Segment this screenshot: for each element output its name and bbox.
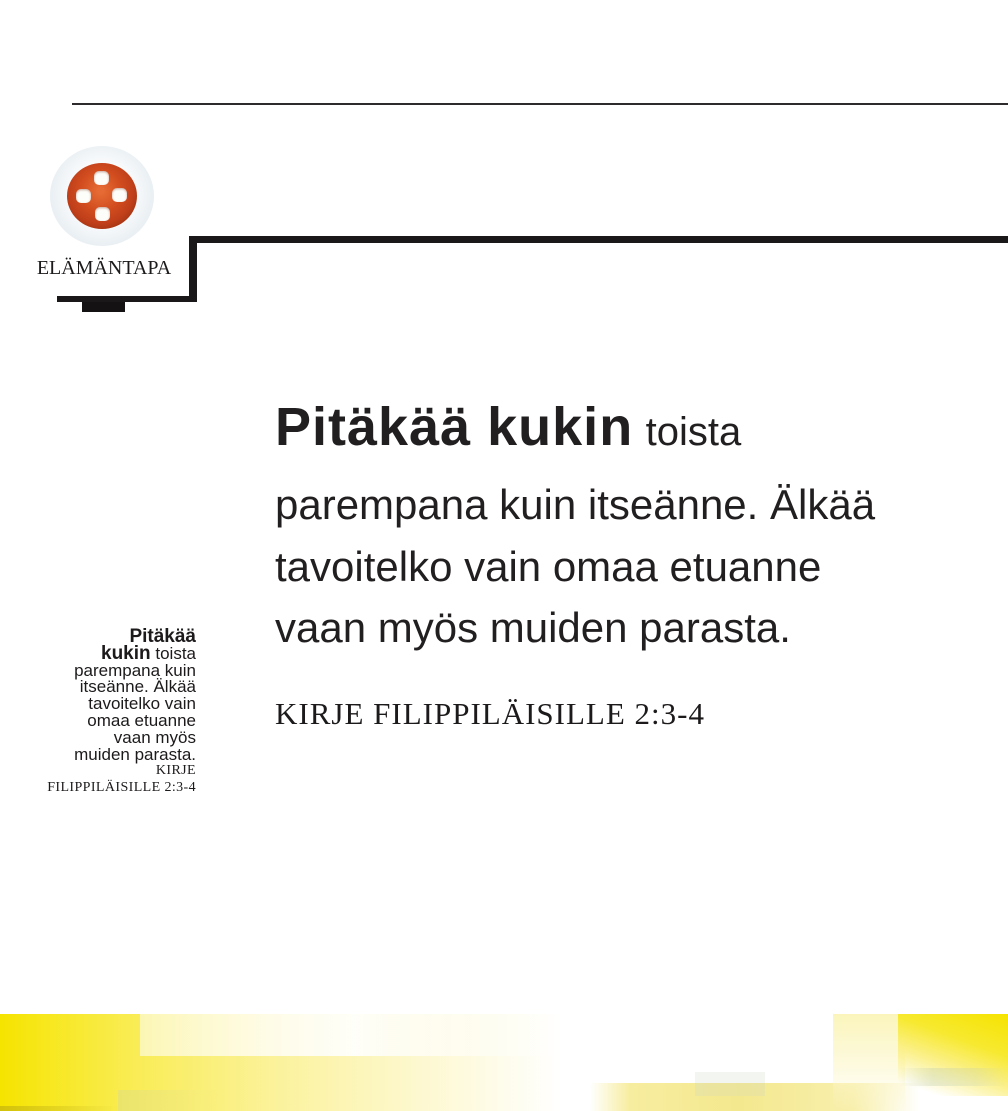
brand-label: ELÄMÄNTAPA <box>36 257 172 279</box>
button-hole-icon <box>95 207 110 221</box>
frame-tab <box>82 302 125 312</box>
margin-note-line: omaa etuanne <box>87 710 196 730</box>
frame-bottom-rule <box>57 296 197 302</box>
button-hole-icon <box>112 188 127 202</box>
margin-note-line: vaan myös <box>113 727 196 747</box>
band-right-streak <box>900 1068 1008 1086</box>
margin-note-line: muiden parasta. <box>74 744 196 764</box>
header-thick-rule <box>190 236 1008 243</box>
margin-note-tail-word: toista <box>155 643 196 663</box>
margin-note-line: tavoitelko vain <box>88 694 196 714</box>
margin-note-line: parempana kuin <box>74 660 196 680</box>
margin-note-reference: KIRJE <box>155 763 196 779</box>
margin-note-lead-bold: Pitäkää <box>129 626 196 647</box>
band-mid-streak <box>695 1072 765 1096</box>
margin-note-reference: FILIPPILÄISILLE 2:3-4 <box>47 779 196 795</box>
top-divider-rule <box>72 103 1008 105</box>
quote-body-line: parempana kuin itseänne. Älkää <box>275 481 876 528</box>
quote-body-line: vaan myös muiden parasta. <box>275 604 791 651</box>
quote-lead-bold: Pitäkää kukin <box>275 397 634 457</box>
margin-note-line: itseänne. Älkää <box>79 677 196 697</box>
quote-lead-line <box>275 398 741 461</box>
quote-body-line: tavoitelko vain omaa etuanne <box>275 542 822 590</box>
margin-note <box>20 626 196 797</box>
quote-lead-tail: toista <box>645 410 742 454</box>
band-bottom-left-edge <box>0 1106 118 1111</box>
margin-note-bold-word: kukin <box>101 642 151 664</box>
quote-reference: KIRJE FILIPPILÄISILLE 2:3-4 <box>275 696 705 731</box>
button-hole-icon <box>76 189 91 203</box>
button-hole-icon <box>94 171 109 185</box>
band-left-streak <box>118 1090 218 1111</box>
frame-vertical-rule <box>189 236 197 302</box>
footer-decorative-band <box>0 1014 1008 1111</box>
brand-logo <box>50 146 154 246</box>
band-right-column <box>833 1014 905 1111</box>
quote-body <box>275 474 875 659</box>
band-left-highlight <box>140 1014 620 1056</box>
button-icon <box>67 163 137 229</box>
